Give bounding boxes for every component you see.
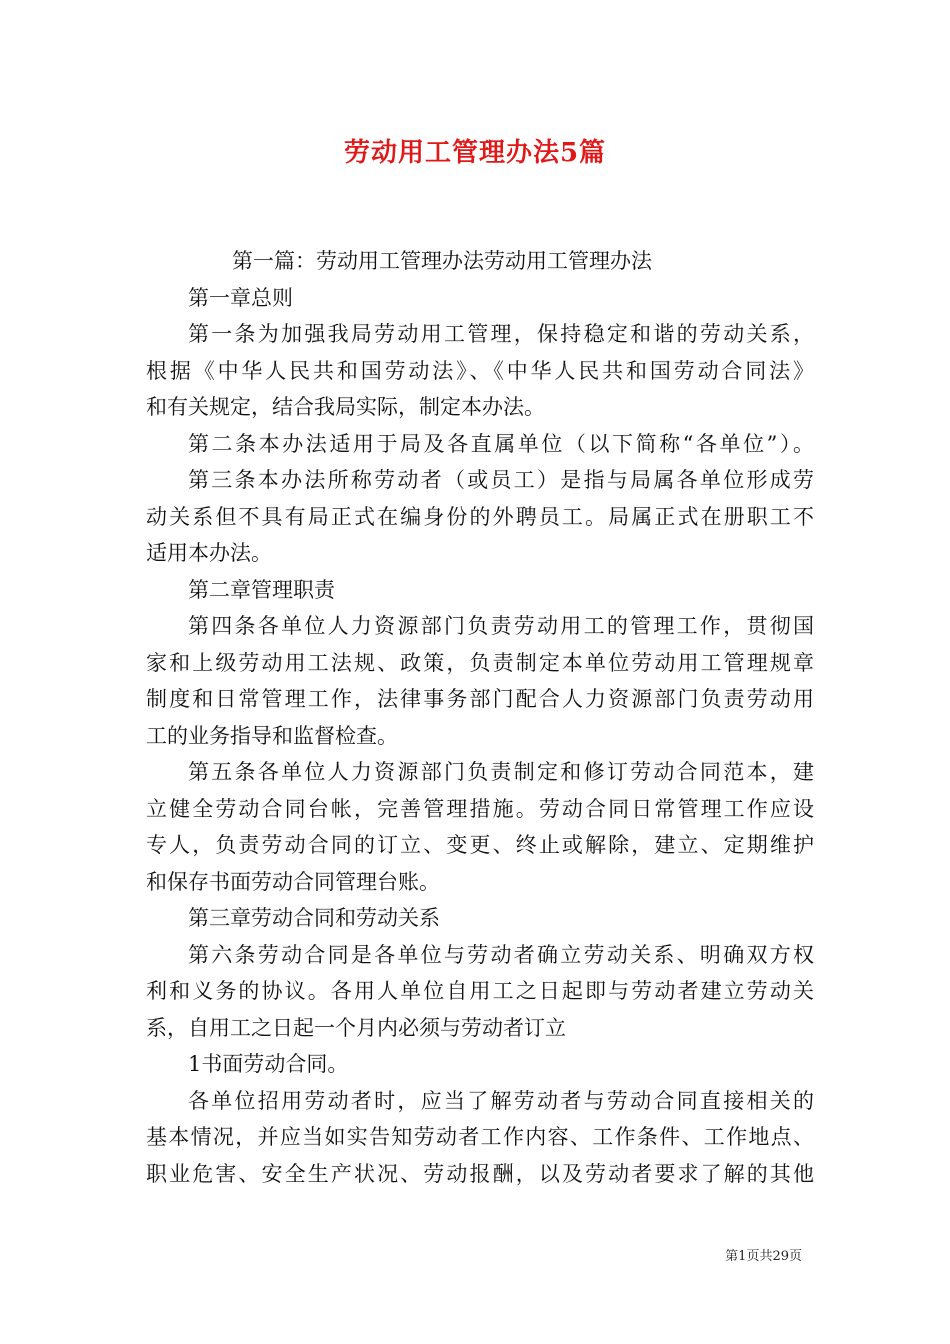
document-body [146,243,814,1192]
paragraph-line: 第四条各单位人力资源部门负责劳动用工的管理工作，贯彻国 [188,614,814,638]
paragraph-line: 第一条为加强我局劳动用工管理，保持稳定和谐的劳动关系， [188,322,814,346]
heading-part-one: 第一篇：劳动用工管理办法劳动用工管理办法 [232,249,652,273]
paragraph-line: 制度和日常管理工作，法律事务部门配合人力资源部门负责劳动用 [146,687,814,711]
page-number: 第1页共29页 [725,1249,802,1264]
paragraph-line: 职业危害、安全生产状况、劳动报酬，以及劳动者要求了解的其他 [146,1161,814,1186]
paragraph-line: 工的业务指导和监督检查。 [146,723,398,748]
paragraph-line: 第六条劳动合同是各单位与劳动者确立劳动关系、明确双方权 [188,942,814,967]
paragraph-line: 第二条本办法适用于局及各直属单位（以下简称“各单位”）。 [188,431,814,456]
paragraph-line: 和保存书面劳动合同管理台账。 [146,869,440,894]
paragraph-line: 立健全劳动合同台帐，完善管理措施。劳动合同日常管理工作应设 [146,796,814,821]
paragraph-line: 利和义务的协议。各用人单位自用工之日起即与劳动者建立劳动关 [146,979,814,1003]
paragraph-line: 专人，负责劳动合同的订立、变更、终止或解除，建立、定期维护 [146,833,814,857]
chapter-heading: 第一章总则 [188,285,293,310]
paragraph-line: 和有关规定，结合我局实际，制定本办法。 [146,395,545,419]
paragraph-line: 适用本办法。 [146,541,272,565]
chapter-heading: 第三章劳动合同和劳动关系 [188,906,440,930]
paragraph-line: 1书面劳动合同。 [188,1052,349,1076]
paragraph-line: 根据《中华人民共和国劳动法》、《中华人民共和国劳动合同法》 [146,358,814,383]
paragraph-line: 基本情况，并应当如实告知劳动者工作内容、工作条件、工作地点、 [146,1125,814,1149]
paragraph-line: 动关系但不具有局正式在编身份的外聘员工。局属正式在册职工不 [146,504,814,529]
paragraph-line: 各单位招用劳动者时，应当了解劳动者与劳动合同直接相关的 [188,1088,814,1113]
paragraph-line: 家和上级劳动用工法规、政策，负责制定本单位劳动用工管理规章 [146,650,814,675]
paragraph-line: 第五条各单位人力资源部门负责制定和修订劳动合同范本，建 [188,760,814,784]
paragraph-line: 第三条本办法所称劳动者（或员工）是指与局属各单位形成劳 [188,468,814,492]
document-title: 劳动用工管理办法5篇 [343,138,607,168]
chapter-heading: 第二章管理职责 [188,577,335,602]
paragraph-line: 系，自用工之日起一个月内必须与劳动者订立 [146,1015,566,1040]
